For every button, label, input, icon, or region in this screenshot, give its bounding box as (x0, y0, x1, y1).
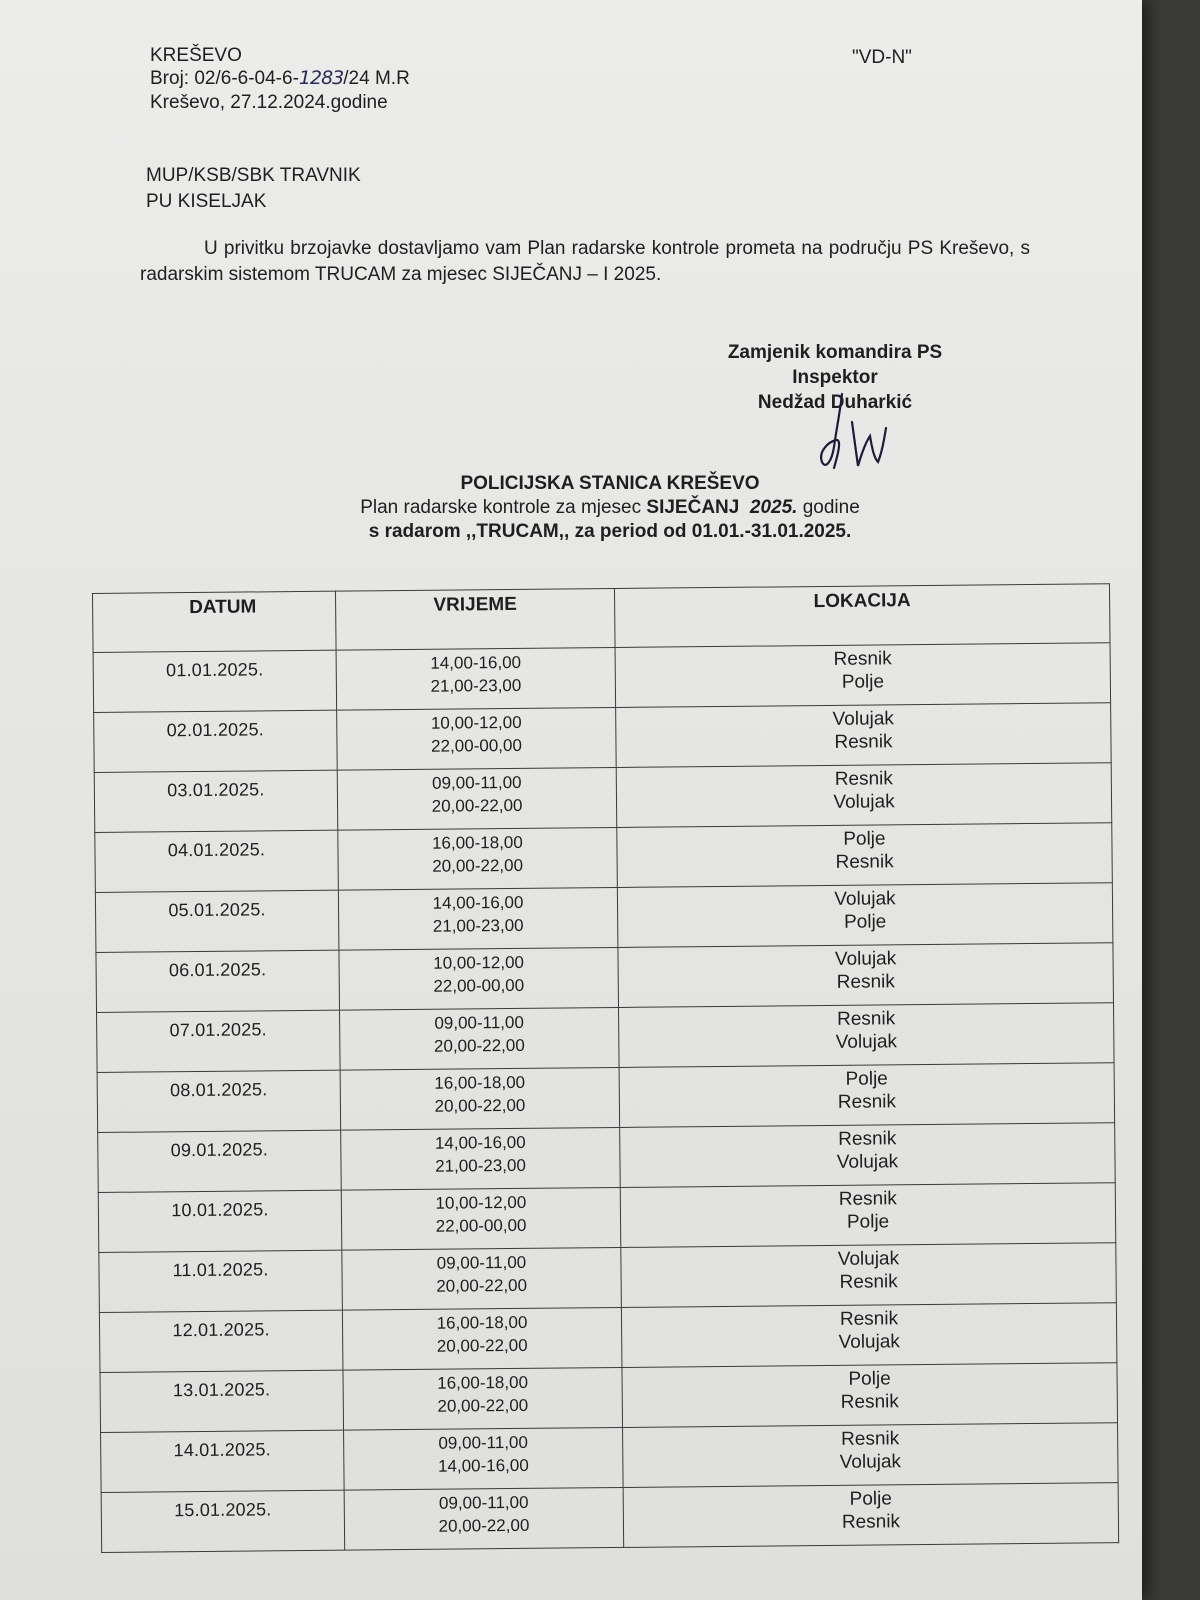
location-1: Resnik (841, 1428, 900, 1450)
title-plan-prefix: Plan radarske kontrole za mjesec (360, 497, 647, 518)
time-slot-1: 10,00-12,00 (433, 952, 525, 973)
location-1: Resnik (839, 1308, 899, 1330)
location-2: Volujak (833, 791, 895, 813)
location-2: Resnik (836, 971, 895, 993)
location-cell (623, 1423, 1119, 1488)
time-slot-1: 16,00-18,00 (436, 1312, 528, 1333)
handwritten-signature (812, 392, 922, 482)
time-slot-1: 16,00-18,00 (437, 1372, 529, 1393)
reference-number (150, 67, 410, 90)
time-cell (337, 767, 617, 830)
time-cell (344, 1487, 624, 1550)
location-1: Polje (849, 1488, 892, 1510)
date-cell: 02.01.2025. (94, 710, 338, 772)
time-slot-2: 20,00-22,00 (434, 1095, 526, 1116)
location-1: Resnik (838, 1188, 897, 1210)
title-plan (210, 496, 1010, 520)
title-month: SIJEČANJ (646, 497, 740, 518)
table-row (95, 883, 1113, 953)
table-row (98, 1123, 1116, 1193)
sender-place: KREŠEVO (150, 45, 242, 66)
location-1: Polje (843, 828, 886, 850)
signature-title: Zamjenik komandira PS (727, 342, 943, 363)
signature-name: Nedžad Duharkić (757, 392, 913, 413)
time-cell (340, 1007, 620, 1070)
date-cell: 05.01.2025. (95, 890, 339, 952)
schedule-table-wrapper (92, 583, 1119, 1553)
table-row (95, 823, 1113, 893)
location-2: Polje (841, 671, 885, 693)
time-slot-1: 10,00-12,00 (430, 712, 522, 733)
date-cell: 06.01.2025. (96, 950, 340, 1012)
title-period: s radarom ,,TRUCAM,, za period od 01.01.-31.01.2025. (368, 521, 852, 542)
table-row (94, 703, 1112, 773)
schedule-table (92, 583, 1119, 1553)
time-cell (340, 1067, 620, 1130)
location-cell (619, 1003, 1115, 1068)
time-slot-2: 22,00-00,00 (435, 1215, 527, 1236)
location-cell (618, 943, 1114, 1008)
location-2: Resnik (839, 1271, 898, 1293)
table-row (99, 1243, 1117, 1313)
location-1: Volujak (834, 948, 897, 970)
document-title (210, 472, 1010, 544)
date-cell: 08.01.2025. (97, 1070, 341, 1132)
location-2: Resnik (840, 1391, 899, 1413)
location-cell (623, 1483, 1119, 1548)
time-slot-2: 20,00-22,00 (432, 855, 524, 876)
date-cell: 01.01.2025. (93, 650, 337, 712)
location-cell (615, 643, 1111, 708)
date-cell: 04.01.2025. (95, 830, 339, 892)
reference-handwritten-number: 1283 (298, 67, 344, 89)
time-cell (341, 1187, 621, 1250)
location-2: Resnik (837, 1091, 897, 1113)
time-slot-2: 21,00-23,00 (435, 1155, 526, 1176)
time-cell (341, 1127, 621, 1190)
table-row (93, 643, 1111, 713)
time-cell (336, 647, 616, 710)
time-slot-1: 14,00-16,00 (434, 1132, 526, 1153)
document-date: Kreševo, 27.12.2024.godine (150, 92, 388, 113)
time-cell (338, 827, 618, 890)
time-slot-2: 21,00-23,00 (432, 915, 524, 936)
time-slot-2: 20,00-22,00 (431, 795, 523, 816)
time-slot-1: 09,00-11,00 (438, 1432, 528, 1453)
location-cell (621, 1303, 1117, 1368)
date-cell: 12.01.2025. (99, 1310, 343, 1372)
location-cell (617, 883, 1113, 948)
date-cell: 11.01.2025. (99, 1250, 343, 1312)
time-cell (343, 1367, 623, 1430)
time-cell (337, 707, 617, 770)
table-row (96, 943, 1114, 1013)
date-cell: 10.01.2025. (98, 1190, 342, 1252)
time-cell (338, 887, 618, 950)
table-row (100, 1363, 1118, 1433)
time-slot-1: 09,00-11,00 (438, 1492, 529, 1513)
document-code: "VD-N" (852, 47, 912, 68)
location-1: Volujak (834, 888, 896, 910)
table-header-row (93, 584, 1111, 653)
location-1: Polje (845, 1068, 888, 1090)
table-row (97, 1003, 1115, 1073)
time-slot-1: 09,00-11,00 (432, 772, 522, 793)
recipient-line-2: PU KISELJAK (146, 191, 267, 212)
location-2: Resnik (835, 851, 894, 873)
location-2: Polje (843, 911, 887, 933)
location-1: Volujak (837, 1248, 900, 1270)
time-slot-2: 14,00-16,00 (437, 1455, 529, 1476)
time-slot-2: 20,00-22,00 (433, 1035, 525, 1056)
time-slot-2: 22,00-00,00 (431, 735, 522, 756)
body-paragraph (140, 236, 1030, 288)
date-cell: 09.01.2025. (98, 1130, 342, 1192)
location-2: Resnik (834, 731, 893, 753)
time-cell (344, 1427, 624, 1490)
recipient-line-1: MUP/KSB/SBK TRAVNIK (146, 165, 361, 186)
time-slot-2: 22,00-00,00 (433, 975, 525, 996)
table-row (98, 1183, 1116, 1253)
table-row (101, 1483, 1119, 1553)
time-slot-2: 20,00-22,00 (436, 1335, 528, 1356)
column-header-location: LOKACIJA (614, 584, 1110, 648)
time-slot-1: 09,00-11,00 (436, 1252, 527, 1273)
location-cell (620, 1123, 1116, 1188)
location-cell (619, 1063, 1115, 1128)
signature-rank: Inspektor (792, 367, 878, 388)
time-slot-1: 16,00-18,00 (434, 1072, 526, 1093)
location-cell (620, 1183, 1116, 1248)
location-1: Resnik (836, 1008, 896, 1030)
table-row (101, 1423, 1119, 1493)
table-row (94, 763, 1112, 833)
reference-prefix: Broj: 02/6-6-04-6- (150, 68, 299, 89)
location-2: Volujak (835, 1031, 898, 1053)
location-1: Volujak (832, 708, 894, 730)
date-cell: 14.01.2025. (101, 1430, 345, 1492)
table-row (97, 1063, 1115, 1133)
table-body (93, 643, 1119, 1553)
location-cell (617, 823, 1113, 888)
time-slot-1: 14,00-16,00 (432, 892, 524, 913)
location-cell (616, 763, 1112, 828)
title-plan-suffix: godine (797, 497, 860, 518)
column-header-time: VRIJEME (335, 588, 615, 650)
location-cell (616, 703, 1112, 768)
location-1: Resnik (833, 648, 892, 670)
location-1: Resnik (834, 768, 893, 790)
body-text: U privitku brzojavke dostavljamo vam Plan radarske kontrole prometa na području PS Kreševo, s radarskim sistemom TRUCAM za mjesec SIJEČANJ – I 2025. (140, 238, 1030, 285)
reference-suffix: /24 M.R (343, 68, 410, 89)
date-cell: 13.01.2025. (100, 1370, 344, 1432)
location-2: Resnik (841, 1511, 901, 1533)
time-slot-2: 20,00-22,00 (438, 1515, 530, 1536)
location-cell (621, 1243, 1117, 1308)
location-2: Volujak (836, 1151, 899, 1173)
table-row (99, 1303, 1117, 1373)
location-1: Resnik (838, 1128, 897, 1150)
time-slot-1: 16,00-18,00 (431, 832, 523, 853)
time-cell (342, 1247, 622, 1310)
location-1: Polje (848, 1368, 891, 1390)
location-cell (622, 1363, 1118, 1428)
column-header-date: DATUM (93, 591, 337, 652)
title-year: 2025. (749, 497, 798, 518)
time-cell (342, 1307, 622, 1370)
date-cell: 07.01.2025. (97, 1010, 341, 1072)
time-slot-2: 20,00-22,00 (437, 1395, 529, 1416)
time-slot-1: 10,00-12,00 (435, 1192, 527, 1213)
time-cell (339, 947, 619, 1010)
location-2: Volujak (838, 1331, 900, 1353)
time-slot-2: 21,00-23,00 (430, 675, 522, 696)
title-station: POLICIJSKA STANICA KREŠEVO (460, 473, 760, 494)
date-cell: 03.01.2025. (94, 770, 338, 832)
location-2: Polje (846, 1211, 890, 1233)
date-cell: 15.01.2025. (101, 1490, 345, 1552)
location-2: Volujak (839, 1451, 902, 1473)
time-slot-2: 20,00-22,00 (436, 1275, 528, 1296)
time-slot-1: 14,00-16,00 (430, 652, 522, 673)
time-slot-1: 09,00-11,00 (434, 1012, 524, 1033)
